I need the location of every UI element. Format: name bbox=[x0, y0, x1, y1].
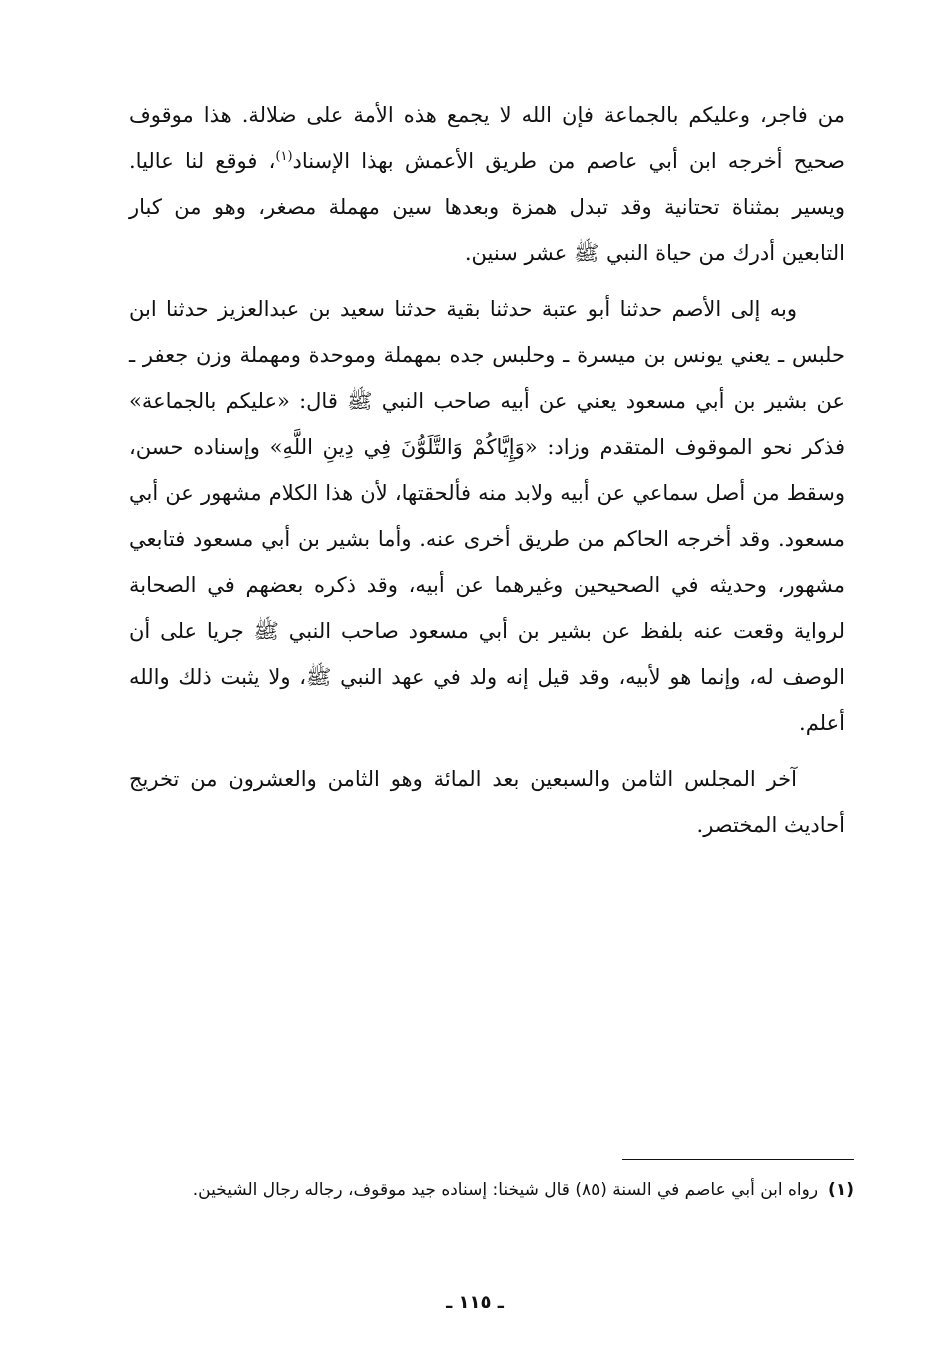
paragraph-1-text-end: ، فوقع لنا عاليا. ويسير بمثناة تحتانية وقد تبدل همزة وبعدها سين مهملة مصغر، وهو من كبار التابعين أدرك من حياة النبي ﷺ عشر سنين. bbox=[129, 149, 845, 265]
footnote-reference[interactable]: (١) bbox=[275, 149, 293, 164]
page-number: ـ ١١٥ ـ bbox=[446, 1292, 504, 1313]
main-text bbox=[129, 92, 845, 848]
paragraph-3: آخر المجلس الثامن والسبعين بعد المائة وهو الثامن والعشرون من تخريج أحاديث المختصر. bbox=[129, 767, 845, 837]
footnote-text: رواه ابن أبي عاصم في السنة (٨٥) قال شيخنا: إسناده جيد موقوف، رجاله رجال الشيخين. bbox=[192, 1180, 819, 1200]
paragraph-1-text-start: من فاجر، وعليكم بالجماعة فإن الله لا يجمع هذه الأمة على ضلالة. هذا موقوف صحيح أخرجه ابن أبي عاصم من طريق الأعمش بهذا الإسناد bbox=[129, 103, 846, 173]
paragraph-1 bbox=[129, 92, 845, 276]
footnote-marker: (١) bbox=[828, 1180, 854, 1200]
footnote bbox=[124, 1174, 854, 1207]
paragraph-2: وبه إلى الأصم حدثنا أبو عتبة حدثنا بقية حدثنا سعيد بن عبدالعزيز حدثنا ابن حلبس ـ يعني يونس بن ميسرة ـ وحلبس جده بمهملة وموحدة ومهملة وزن جعفر ـ عن بشير بن أبي مسعود يعني عن أبيه صاحب النبي ﷺ قال: «عليكم بالجماعة» فذكر نحو الموقوف المتقدم وزاد: «وَإِيَّاكُمْ وَالتَّلَوُّنَ فِي دِينِ اللَّهِ» وإسناده حسن، وسقط من أصل سماعي عن أبيه ولابد منه فألحقتها، لأن هذا الكلام مشهور عن أبي مسعود. وقد أخرجه الحاكم من طريق أخرى عنه. وأما بشير بن أبي مسعود فتابعي مشهور، وحديثه في الصحيحين وغيرهما عن أبيه، وقد ذكره بعضهم في الصحابة لرواية وقعت عنه بلفظ عن بشير بن أبي مسعود صاحب النبي ﷺ جريا على أن الوصف له، وإنما هو لأبيه، وقد قيل إنه ولد في عهد النبي ﷺ، ولا يثبت ذلك والله أعلم. bbox=[129, 297, 845, 735]
footnote-divider bbox=[622, 1159, 854, 1160]
